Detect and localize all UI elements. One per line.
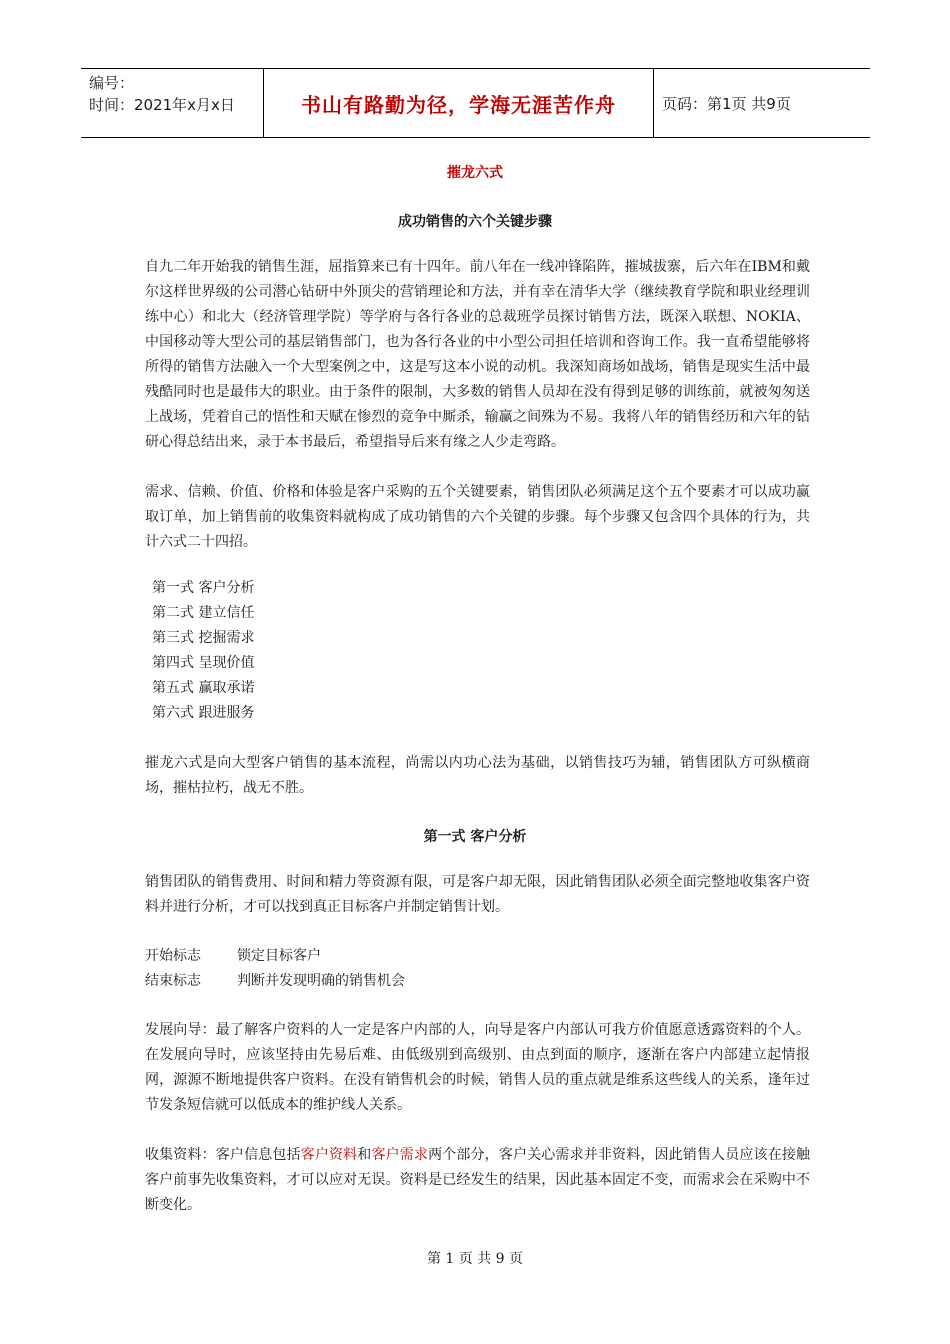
start-mark-row (145, 944, 321, 969)
list-item: 第一式 客户分析 (152, 580, 255, 596)
collect-info-paragraph (145, 1143, 810, 1218)
document-subtitle: 成功销售的六个关键步骤 (398, 214, 552, 230)
key-elements-paragraph: 需求、信赖、价值、价格和体验是客户采购的五个关键要素，销售团队必须满足这个五个要素才可以成功赢取订单，加上销售前的收集资料就构成了成功销售的六个关键的步骤。每个步骤又包含四个具体的行为，共计六式二十四招。 (145, 484, 810, 550)
start-mark-value: 锁定目标客户 (237, 948, 321, 964)
section-intro-paragraph: 销售团队的销售费用、时间和精力等资源有限，可是客户却无限，因此销售团队必须全面完整地收集客户资料并进行分析，才可以找到真正目标客户并制定销售计划。 (145, 874, 810, 915)
time-label: 时间：2021年x月x日 (89, 96, 235, 114)
section-title: 第一式 客户分析 (423, 829, 527, 845)
list-item: 第二式 建立信任 (152, 605, 255, 621)
highlight-customer-info: 客户资料 (300, 1147, 358, 1163)
number-label: 编号： (89, 74, 135, 92)
header-motto: 书山有路勤为径，学海无涯苦作舟 (264, 69, 654, 137)
collect-info-text-a: 收集资料：客户信息包括 (145, 1147, 301, 1163)
intro-paragraph: 自九二年开始我的销售生涯，屈指算来已有十四年。前八年在一线冲锋陷阵，摧城拔寨，后六年在IBM和戴尔这样世界级的公司潜心钻研中外顶尖的营销理论和方法，并有幸在清华大学（继续教育学院和职业经理训练中心）和北大（经济管理学院）等学府与各行各业的总裁班学员探讨销售方法，既深入联想、NOKIA、中国移动等大型公司的基层销售部门，也为各行各业的中小型公司担任培训和咨询工作。我一直希望能够将所得的销售方法融入一个大型案例之中，这是写这本小说的动机。我深知商场如战场，销售是现实生活中最残酷同时也是最伟大的职业。由于条件的限制，大多数的销售人员却在没有得到足够的训练前，就被匆匆送上战场，凭着自己的悟性和天赋在惨烈的竞争中厮杀，输赢之间殊为不易。我将八年的销售经历和六年的钻研心得总结出来，录于本书最后，希望指导后来有缘之人少走弯路。 (145, 259, 810, 450)
header-left-cell (81, 69, 264, 137)
collect-info-text-c: 两个部分，客户关心需求并非资料，因此销售人员应该在接触客户前事先收集资料，才可以应对无误。资料是已经发生的结果，因此基本固定不变，而需求会在采购中不断变化。 (145, 1147, 811, 1213)
list-item: 第三式 挖掘需求 (152, 630, 255, 646)
header-page-info: 页码：第1页 共9页 (662, 94, 791, 113)
document-title: 摧龙六式 (447, 165, 503, 181)
list-item: 第五式 赢取承诺 (152, 680, 255, 696)
page-footer: 第 1 页 共 9 页 (426, 1251, 524, 1267)
start-mark-label: 开始标志 (145, 948, 201, 964)
steps-list (152, 576, 254, 726)
end-mark-label: 结束标志 (145, 973, 201, 989)
end-mark-value: 判断并发现明确的销售机会 (237, 973, 405, 989)
guide-paragraph: 发展向导：最了解客户资料的人一定是客户内部的人，向导是客户内部认可我方价值愿意透露资料的个人。在发展向导时，应该坚持由先易后难、由低级别到高级别、由点到面的顺序，逐渐在客户内部建立起情报网，源源不断地提供客户资料。在没有销售机会的时候，销售人员的重点就是维系这些线人的关系，逢年过节发条短信就可以低成本的维护线人关系。 (145, 1022, 810, 1113)
end-mark-row (145, 969, 405, 994)
collect-info-text-b: 和 (357, 1147, 372, 1163)
summary-paragraph: 摧龙六式是向大型客户销售的基本流程，尚需以内功心法为基础，以销售技巧为辅，销售团队方可纵横商场，摧枯拉朽，战无不胜。 (145, 755, 810, 796)
list-item: 第四式 呈现价值 (152, 655, 255, 671)
page-header (81, 68, 870, 138)
list-item: 第六式 跟进服务 (152, 705, 255, 721)
highlight-customer-needs: 客户需求 (371, 1147, 429, 1163)
